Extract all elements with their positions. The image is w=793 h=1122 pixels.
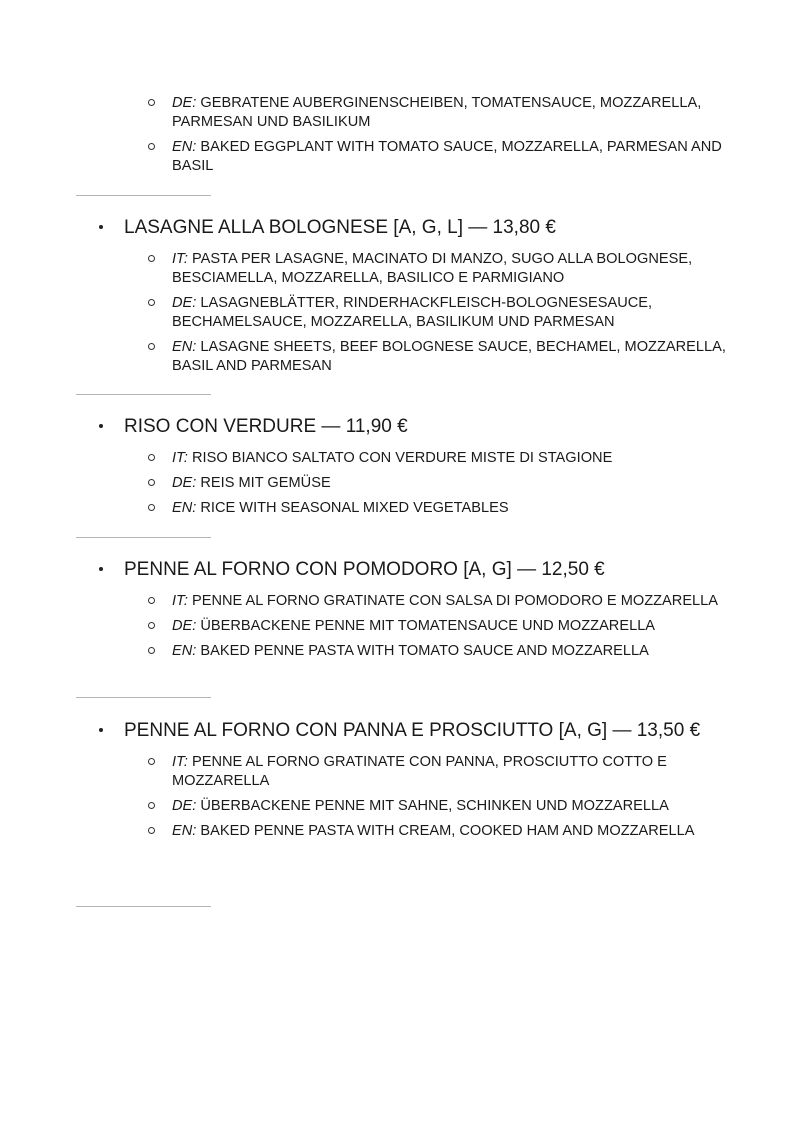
circle-bullet-icon bbox=[148, 622, 155, 629]
language-tag: IT: bbox=[172, 754, 188, 770]
separator-line bbox=[76, 697, 211, 698]
dish-bullet-icon bbox=[99, 225, 103, 229]
circle-bullet-icon bbox=[148, 504, 155, 511]
language-tag: DE: bbox=[172, 295, 197, 311]
dish-title bbox=[124, 717, 724, 744]
separator-line bbox=[76, 537, 211, 538]
description-text: RICE WITH SEASONAL MIXED VEGETABLES bbox=[200, 500, 509, 516]
dish-penne-pomodoro bbox=[0, 556, 793, 667]
dish-title-text: PENNE AL FORNO CON POMODORO [A, G] — 12,50 € bbox=[124, 559, 605, 580]
circle-bullet-icon bbox=[148, 647, 155, 654]
language-tag: IT: bbox=[172, 450, 188, 466]
language-tag: DE: bbox=[172, 475, 197, 491]
circle-bullet-icon bbox=[148, 99, 155, 106]
description-item-en bbox=[148, 499, 728, 518]
description-item-en bbox=[148, 338, 728, 376]
dish-description-list bbox=[148, 753, 728, 841]
dish-description-list bbox=[148, 94, 728, 176]
circle-bullet-icon bbox=[148, 758, 155, 765]
dish-penne-prosciutto bbox=[0, 717, 793, 847]
language-tag: DE: bbox=[172, 618, 197, 634]
language-tag: EN: bbox=[172, 500, 197, 516]
description-text: ÜBERBACKENE PENNE MIT TOMATENSAUCE UND MOZZARELLA bbox=[200, 618, 656, 634]
circle-bullet-icon bbox=[148, 143, 155, 150]
language-tag: DE: bbox=[172, 798, 197, 814]
language-tag: IT: bbox=[172, 593, 188, 609]
description-item-de bbox=[148, 294, 728, 332]
description-item-it bbox=[148, 592, 728, 611]
dish-description-list bbox=[148, 592, 728, 661]
language-tag: DE: bbox=[172, 95, 197, 111]
dish-title-text: LASAGNE ALLA BOLOGNESE [A, G, L] — 13,80 € bbox=[124, 217, 556, 238]
description-text: PENNE AL FORNO GRATINATE CON SALSA DI POMODORO E MOZZARELLA bbox=[192, 593, 719, 609]
dish-bullet-icon bbox=[99, 424, 103, 428]
dish-title bbox=[124, 556, 724, 583]
separator-line bbox=[76, 394, 211, 395]
dish-title-text: PENNE AL FORNO CON PANNA E PROSCIUTTO [A, G] — 13,50 € bbox=[124, 720, 701, 741]
dish-description-list bbox=[148, 449, 728, 518]
description-text: LASAGNEBLÄTTER, RINDERHACKFLEISCH-BOLOGNESESAUCE, BECHAMELSAUCE, MOZZARELLA, BASILIKUM UND PARMESAN bbox=[172, 295, 653, 330]
circle-bullet-icon bbox=[148, 255, 155, 262]
language-tag: EN: bbox=[172, 823, 197, 839]
description-text: LASAGNE SHEETS, BEEF BOLOGNESE SAUCE, BECHAMEL, MOZZARELLA, BASIL AND PARMESAN bbox=[172, 339, 726, 374]
dish-title bbox=[124, 214, 724, 241]
circle-bullet-icon bbox=[148, 454, 155, 461]
description-item-it bbox=[148, 753, 728, 791]
description-item-en bbox=[148, 642, 728, 661]
circle-bullet-icon bbox=[148, 479, 155, 486]
dish-title bbox=[124, 413, 724, 440]
dish-bullet-icon bbox=[99, 728, 103, 732]
description-item-it bbox=[148, 449, 728, 468]
description-text: REIS MIT GEMÜSE bbox=[200, 475, 331, 491]
circle-bullet-icon bbox=[148, 597, 155, 604]
description-item-de bbox=[148, 617, 728, 636]
description-text: BAKED EGGPLANT WITH TOMATO SAUCE, MOZZARELLA, PARMESAN AND BASIL bbox=[172, 139, 722, 174]
description-item-it bbox=[148, 250, 728, 288]
description-item-en bbox=[148, 138, 728, 176]
circle-bullet-icon bbox=[148, 802, 155, 809]
language-tag: EN: bbox=[172, 139, 197, 155]
language-tag: EN: bbox=[172, 339, 197, 355]
description-text: BAKED PENNE PASTA WITH CREAM, COOKED HAM AND MOZZARELLA bbox=[200, 823, 695, 839]
dish-description-list bbox=[148, 250, 728, 376]
language-tag: IT: bbox=[172, 251, 188, 267]
description-item-en bbox=[148, 822, 728, 841]
circle-bullet-icon bbox=[148, 299, 155, 306]
dish-lasagne bbox=[0, 214, 793, 382]
description-item-de bbox=[148, 94, 728, 132]
dish-riso bbox=[0, 413, 793, 524]
description-item-de bbox=[148, 474, 728, 493]
separator-line bbox=[76, 195, 211, 196]
separator-line bbox=[76, 906, 211, 907]
dish-title-text: RISO CON VERDURE — 11,90 € bbox=[124, 416, 408, 437]
dish-bullet-icon bbox=[99, 567, 103, 571]
circle-bullet-icon bbox=[148, 343, 155, 350]
description-text: GEBRATENE AUBERGINENSCHEIBEN, TOMATENSAUCE, MOZZARELLA, PARMESAN UND BASILIKUM bbox=[172, 95, 702, 130]
description-text: PASTA PER LASAGNE, MACINATO DI MANZO, SUGO ALLA BOLOGNESE, BESCIAMELLA, MOZZARELLA, BASILICO E PARMIGIANO bbox=[172, 251, 693, 286]
circle-bullet-icon bbox=[148, 827, 155, 834]
dish-continued bbox=[0, 94, 793, 182]
description-item-de bbox=[148, 797, 728, 816]
description-text: RISO BIANCO SALTATO CON VERDURE MISTE DI STAGIONE bbox=[192, 450, 613, 466]
description-text: PENNE AL FORNO GRATINATE CON PANNA, PROSCIUTTO COTTO E MOZZARELLA bbox=[172, 754, 667, 789]
language-tag: EN: bbox=[172, 643, 197, 659]
description-text: ÜBERBACKENE PENNE MIT SAHNE, SCHINKEN UND MOZZARELLA bbox=[200, 798, 669, 814]
description-text: BAKED PENNE PASTA WITH TOMATO SAUCE AND MOZZARELLA bbox=[200, 643, 649, 659]
